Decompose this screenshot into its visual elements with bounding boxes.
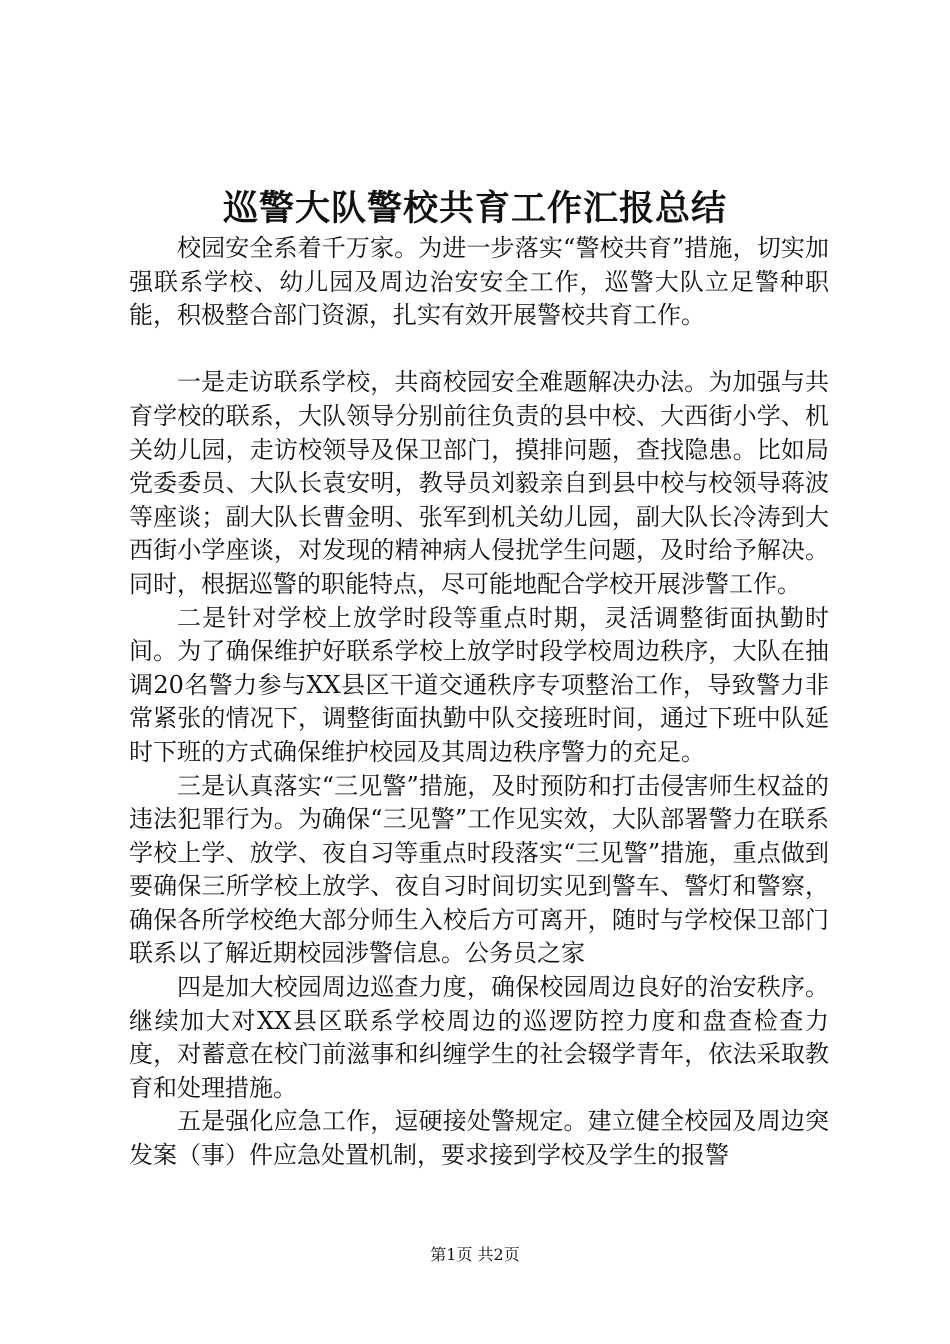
paragraph-item-2: 二是针对学校上放学时段等重点时期，灵活调整街面执勤时间。为了确保维护好联系学校上放学时段学校周边秩序，大队在抽调20名警力参与XX县区干道交通秩序专项整治工作，导致警力非常紧张的情况下，调整街面执勤中队交接班时间，通过下班中队延时下班的方式确保维护校园及其周边秩序警力的充足。 xyxy=(129,603,829,766)
document-title: 巡警大队警校共育工作汇报总结 xyxy=(222,188,727,229)
paragraph-item-4: 四是加大校园周边巡查力度，确保校园周边良好的治安秩序。继续加大对XX县区联系学校周边的巡逻防控力度和盘查检查力度，对蓄意在校门前滋事和纠缠学生的社会辍学青年，依法采取教育和处理措施。 xyxy=(129,973,829,1102)
paragraph-item-5: 五是强化应急工作，逗硬接处警规定。建立健全校园及周边突发案（事）件应急处置机制，要求接到学校及学生的报警 xyxy=(129,1107,829,1170)
paragraph-item-3: 三是认真落实“三见警”措施，及时预防和打击侵害师生权益的违法犯罪行为。为确保“三见警”工作见实效，大队部署警力在联系学校上学、放学、夜自习等重点时段落实“三见警”措施，重点做到要确保三所学校上放学、夜自习时间切实见到警车、警灯和警察，确保各所学校绝大部分师生入校后方可离开，随时与学校保卫部门联系以了解近期校园涉警信息。公务员之家 xyxy=(129,771,829,968)
paragraph-intro: 校园安全系着千万家。为进一步落实“警校共育”措施，切实加强联系学校、幼儿园及周边治安安全工作，巡警大队立足警种职能，积极整合部门资源，扎实有效开展警校共育工作。 xyxy=(129,234,829,330)
paragraph-item-1: 一是走访联系学校，共商校园安全难题解决办法。为加强与共育学校的联系，大队领导分别前往负责的县中校、大西街小学、机关幼儿园，走访校领导及保卫部门，摸排问题，查找隐患。比如局党委委员、大队长袁安明，教导员刘毅亲自到县中校与校领导蒋波等座谈；副大队长曹金明、张军到机关幼儿园，副大队长冷涛到大西街小学座谈，对发现的精神病人侵扰学生问题，及时给予解决。同时，根据巡警的职能特点，尽可能地配合学校开展涉警工作。 xyxy=(129,368,829,598)
document-body xyxy=(129,232,829,1173)
page-number-footer: 第1页 共2页 xyxy=(430,1245,520,1264)
